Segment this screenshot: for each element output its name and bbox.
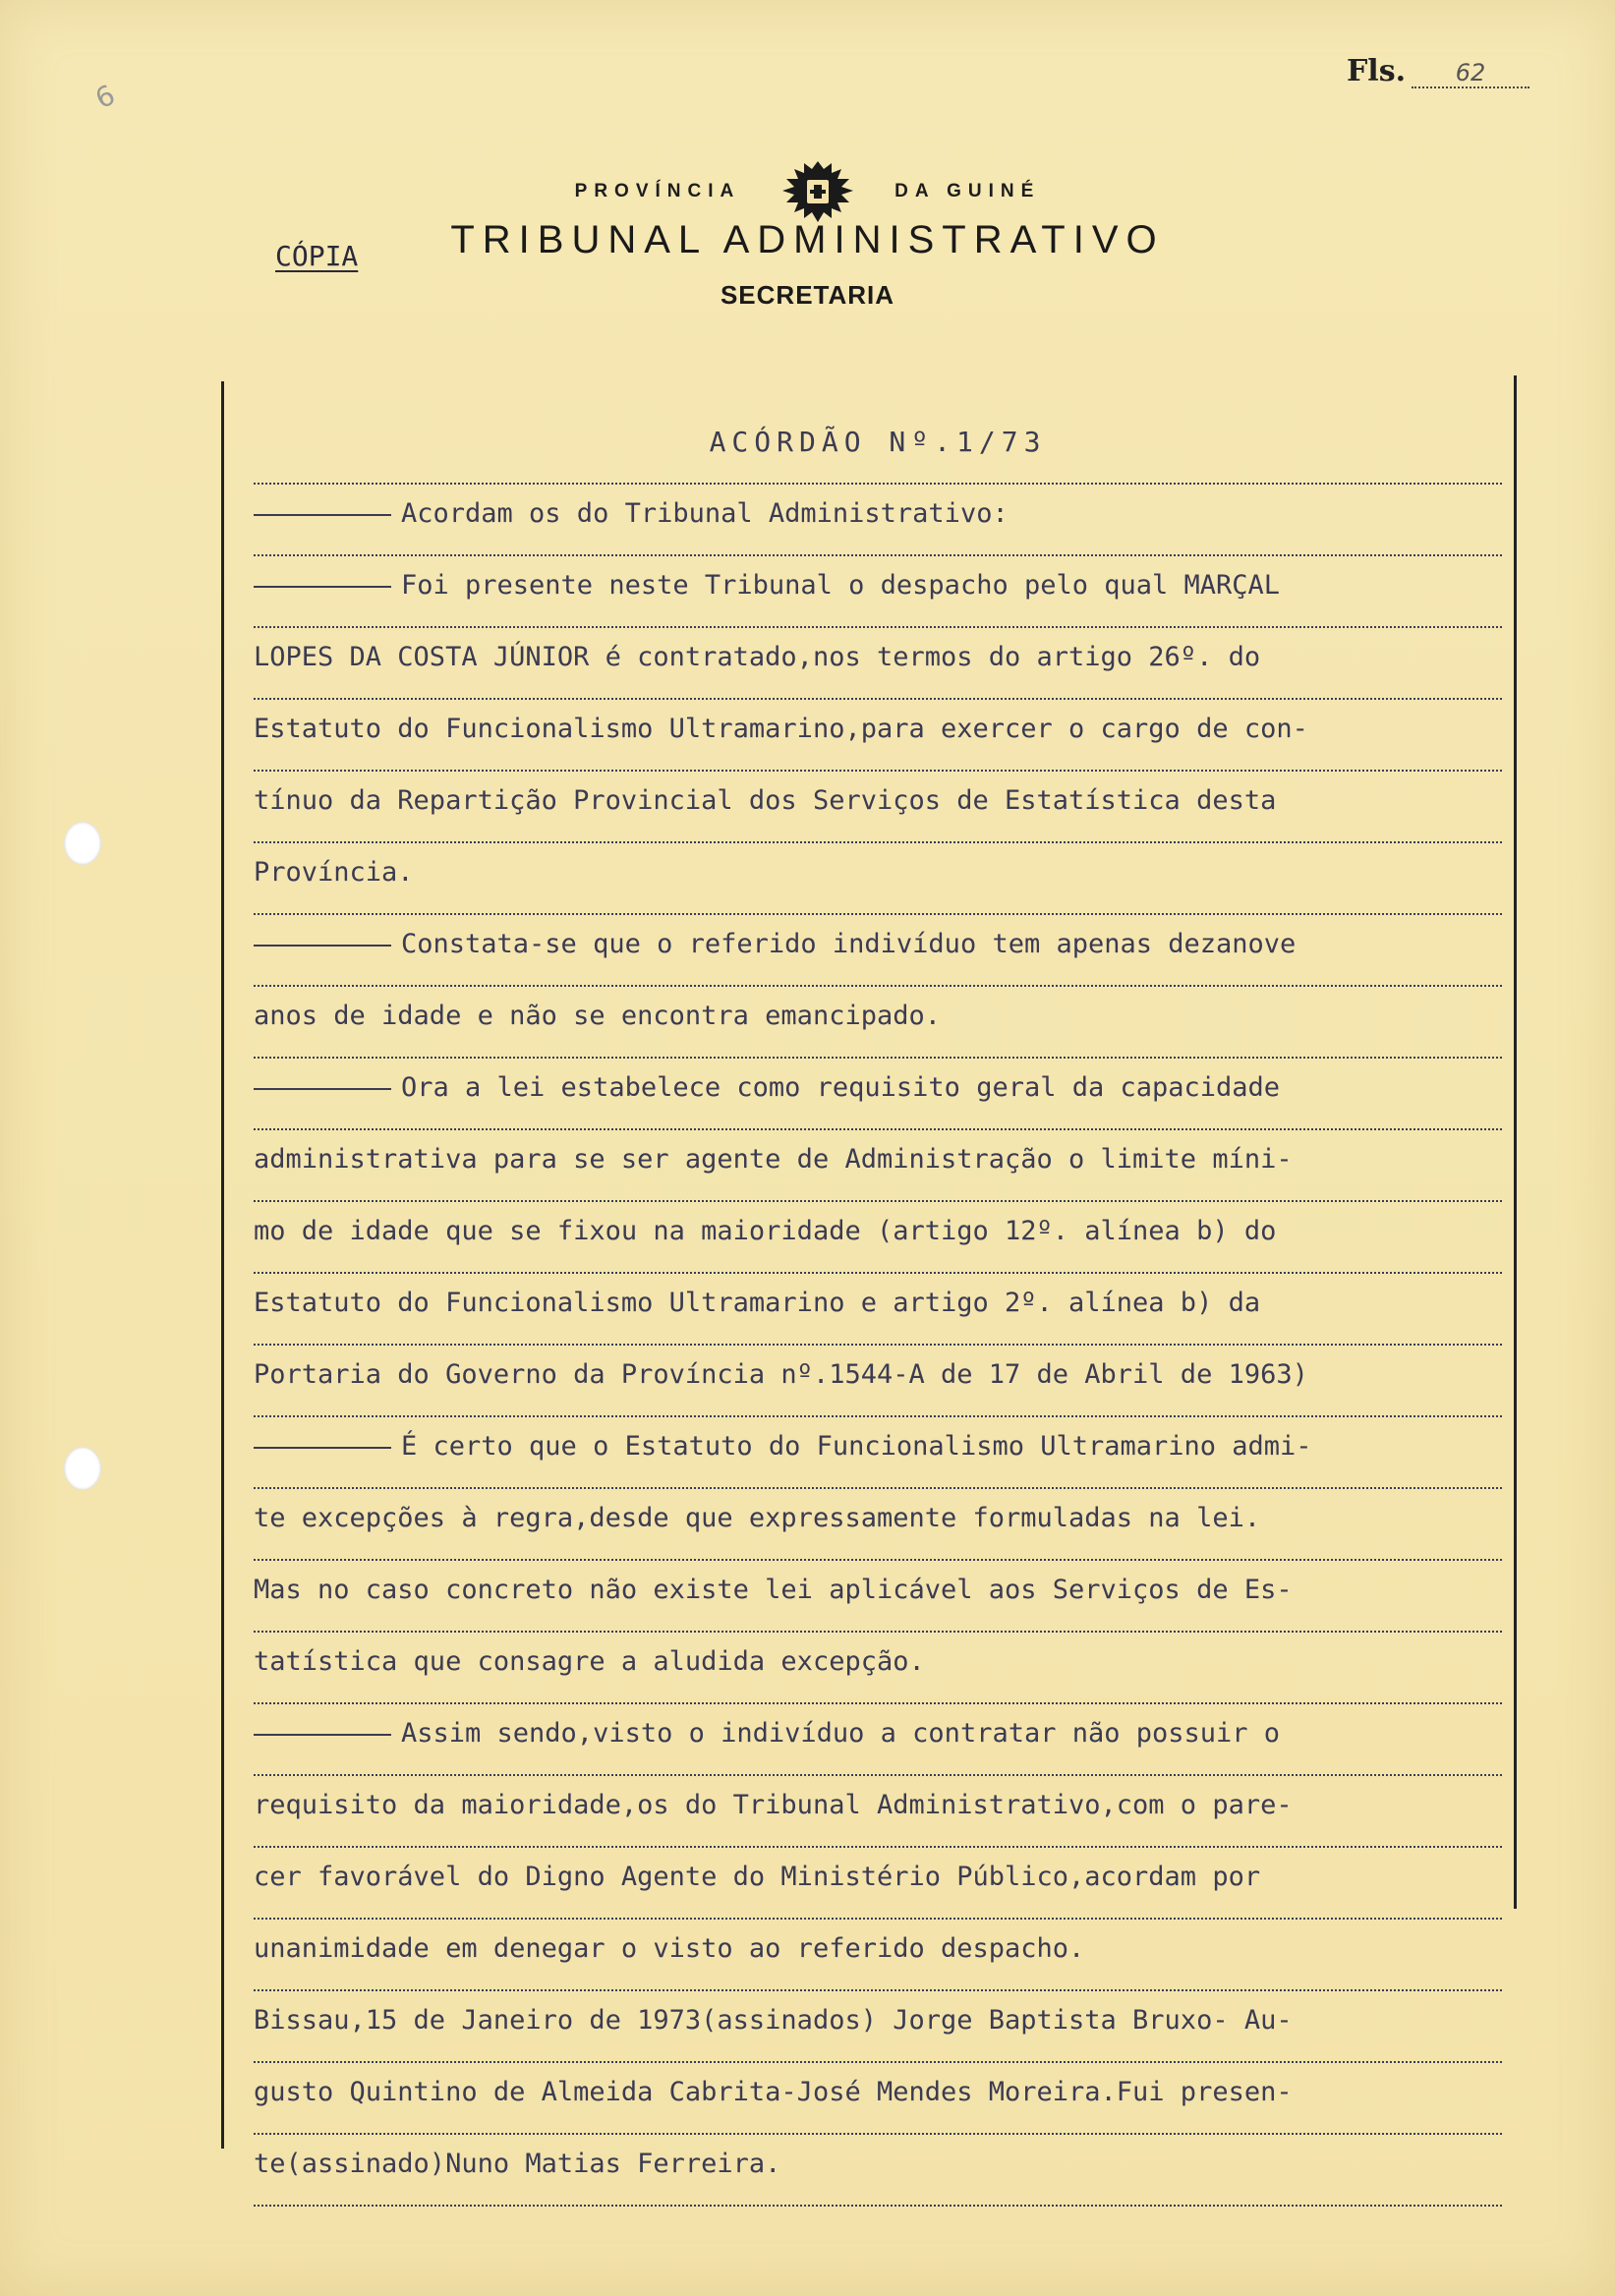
ruling-line-text: É certo que o Estatuto do Funcionalismo Ultramarino admi- <box>401 1431 1312 1462</box>
ruling-line <box>254 1130 1502 1202</box>
ruling-line <box>254 1202 1502 1274</box>
ruling-line-text: anos de idade e não se encontra emancipado. <box>254 1001 941 1031</box>
ruling-line <box>254 1848 1502 1920</box>
paragraph-indent-rule <box>254 1447 391 1449</box>
ruling-line <box>254 1561 1502 1633</box>
ruling-line <box>254 2063 1502 2135</box>
province-label: PROVÍNCIA <box>574 181 741 201</box>
ruling-line-text: cer favorável do Digno Agente do Ministério Público,acordam por <box>254 1862 1261 1892</box>
ruling-line-text: Mas no caso concreto não existe lei aplicável aos Serviços de Es- <box>254 1575 1293 1605</box>
ruling-line <box>254 987 1502 1059</box>
ruling-line <box>254 1704 1502 1776</box>
province-header <box>0 157 1615 226</box>
ruling-line <box>254 772 1502 843</box>
ruling-line <box>254 1417 1502 1489</box>
paragraph-indent-rule <box>254 1734 391 1736</box>
ruling-line-text: tatística que consagre a aludida excepção. <box>254 1646 925 1677</box>
ruling-line <box>254 843 1502 915</box>
ruling-line <box>254 2135 1502 2207</box>
ruling-line <box>254 1274 1502 1346</box>
punch-hole <box>64 1447 101 1490</box>
ruling-line <box>254 628 1502 700</box>
ruling-line-text: te excepções à regra,desde que expressamente formuladas na lei. <box>254 1503 1261 1533</box>
institution-title: TRIBUNAL ADMINISTRATIVO <box>450 218 1165 261</box>
ruling-line-text: Bissau,15 de Janeiro de 1973(assinados) Jorge Baptista Bruxo- Au- <box>254 2005 1293 2036</box>
ruling-body <box>254 413 1502 2207</box>
department-title: SECRETARIA <box>720 280 895 310</box>
left-margin-rule <box>221 381 224 2149</box>
ruling-line-text: gusto Quintino de Almeida Cabrita-José Mendes Moreira.Fui presen- <box>254 2077 1293 2107</box>
ruling-line-text: Província. <box>254 857 414 888</box>
ruling-line <box>254 1489 1502 1561</box>
ruling-title: ACÓRDÃO Nº.1/73 <box>254 413 1502 485</box>
paragraph-indent-rule <box>254 945 391 947</box>
ruling-line-text: Estatuto do Funcionalismo Ultramarino e artigo 2º. alínea b) da <box>254 1288 1261 1318</box>
ruling-line-text: Foi presente neste Tribunal o despacho pelo qual MARÇAL <box>401 570 1281 601</box>
right-margin-rule <box>1514 375 1517 1909</box>
folio-number: 62 <box>1412 59 1529 88</box>
ruling-line-text: Assim sendo,visto o indivíduo a contratar não possuir o <box>401 1718 1281 1749</box>
ruling-line <box>254 556 1502 628</box>
ruling-line-text: administrativa para se ser agente de Administração o limite míni- <box>254 1144 1293 1175</box>
ruling-line <box>254 485 1502 556</box>
ruling-line <box>254 1346 1502 1417</box>
ruling-line-text: te(assinado)Nuno Matias Ferreira. <box>254 2149 781 2179</box>
ruling-line-text: Acordam os do Tribunal Administrativo: <box>401 498 1009 529</box>
paragraph-indent-rule <box>254 514 391 516</box>
ruling-line-text: Ora a lei estabelece como requisito geral da capacidade <box>401 1072 1281 1103</box>
folio-label: Fls. <box>1347 54 1407 88</box>
ruling-line <box>254 700 1502 772</box>
ruling-line <box>254 1920 1502 1991</box>
folio-marker <box>1347 54 1529 88</box>
paragraph-indent-rule <box>254 586 391 588</box>
corner-pencil-mark: 6 <box>89 78 120 116</box>
ruling-line-text: Estatuto do Funcionalismo Ultramarino,para exercer o cargo de con- <box>254 714 1308 744</box>
ruling-line-text: LOPES DA COSTA JÚNIOR é contratado,nos termos do artigo 26º. do <box>254 642 1261 672</box>
ruling-line <box>254 1633 1502 1704</box>
copy-stamp: CÓPIA <box>275 240 359 272</box>
ruling-line-text: unanimidade em denegar o visto ao referido despacho. <box>254 1933 1085 1964</box>
ruling-line <box>254 1776 1502 1848</box>
ruling-line-text: tínuo da Repartição Provincial dos Serviços de Estatística desta <box>254 785 1277 816</box>
coat-of-arms-icon <box>771 157 865 226</box>
ruling-line-text: Constata-se que o referido indivíduo tem apenas dezanove <box>401 929 1297 959</box>
ruling-line-text: Portaria do Governo da Província nº.1544-A de 17 de Abril de 1963) <box>254 1359 1308 1390</box>
punch-hole <box>64 822 101 865</box>
province-name: DA GUINÉ <box>894 181 1041 201</box>
ruling-line <box>254 915 1502 987</box>
ruling-line <box>254 1059 1502 1130</box>
paragraph-indent-rule <box>254 1088 391 1090</box>
ruling-line-text: mo de idade que se fixou na maioridade (artigo 12º. alínea b) do <box>254 1216 1277 1246</box>
ruling-line-text: requisito da maioridade,os do Tribunal Administrativo,com o pare- <box>254 1790 1293 1820</box>
ruling-line <box>254 1991 1502 2063</box>
